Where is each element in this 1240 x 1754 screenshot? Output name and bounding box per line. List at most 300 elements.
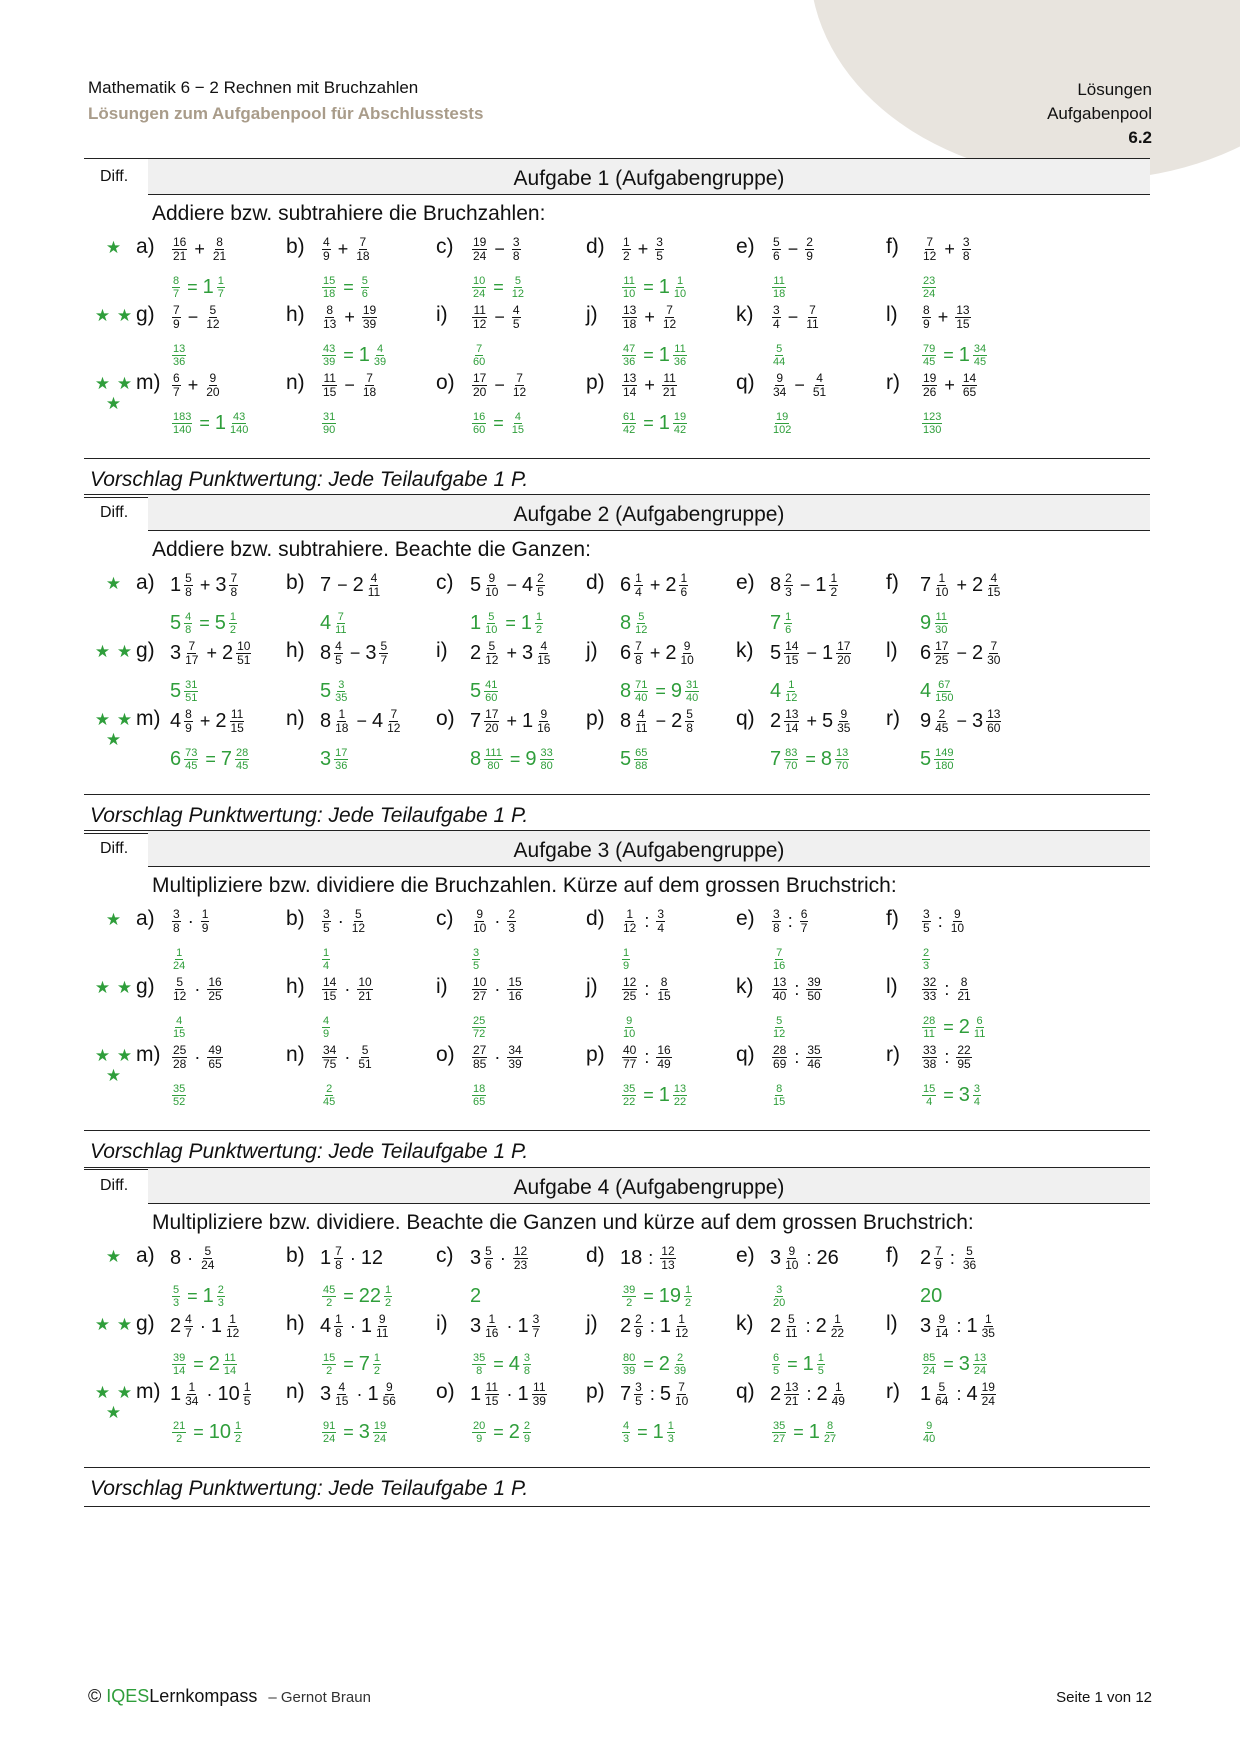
- exercise-question: [920, 568, 1003, 602]
- fraction: $\frac{3}{4}$: [973, 1082, 981, 1108]
- fraction: $\frac{4}{5}$: [335, 638, 342, 667]
- exercise-answer: [770, 606, 794, 640]
- exercise-item: [736, 232, 904, 308]
- whole-number: 2: [671, 709, 683, 732]
- exercise-label: l): [886, 1312, 898, 1335]
- operator: ·: [194, 978, 201, 999]
- exercise-answer: [620, 1078, 689, 1112]
- task-1: [84, 158, 1150, 498]
- whole-number: 5: [770, 641, 782, 664]
- exercise-answer: [470, 1010, 488, 1044]
- exercise-label: l): [886, 975, 898, 998]
- operator: ·: [206, 1383, 213, 1404]
- exercise-question: [920, 1241, 979, 1275]
- fraction: $\frac{3}{8}$: [512, 234, 520, 263]
- exercise-item: [886, 232, 1054, 308]
- exercise-question: [170, 704, 247, 738]
- whole-number: 5: [170, 679, 182, 702]
- whole-number: 2: [920, 1246, 932, 1269]
- exercise-answer: [770, 1415, 839, 1449]
- exercise-question: [920, 232, 973, 266]
- exercise-answer: [920, 1279, 943, 1313]
- operator: ·: [494, 1046, 501, 1067]
- whole-number: 8: [620, 611, 632, 634]
- exercise-answer: [770, 674, 800, 708]
- exercise-label: c): [436, 907, 454, 930]
- exercise-item: [886, 1377, 1054, 1453]
- exercise-answer: [470, 1347, 533, 1381]
- whole-number: 5: [620, 747, 632, 770]
- fraction: $\frac{7}{8}$: [230, 570, 238, 599]
- fraction: $\frac{3}{20}$: [773, 1283, 786, 1309]
- operator: :: [806, 1247, 812, 1268]
- exercise-question: [170, 636, 253, 670]
- exercise-label: h): [286, 639, 305, 662]
- difficulty-row: [84, 704, 1150, 780]
- exercise-item: [886, 704, 1054, 780]
- exercise-label: k): [736, 1312, 754, 1335]
- fraction: $\frac{13}{21}$: [785, 1379, 799, 1408]
- exercise-answer: [770, 1078, 788, 1112]
- exercise-item: [736, 904, 904, 980]
- whole-number: 6: [920, 641, 932, 664]
- exercise-item: [886, 636, 1054, 712]
- fraction: $\frac{123}{130}$: [923, 410, 942, 436]
- exercise-question: [170, 1241, 217, 1275]
- operator: +: [644, 374, 655, 395]
- whole-number: 3: [470, 1314, 482, 1337]
- whole-number: 8: [620, 679, 632, 702]
- fraction: $\frac{28}{45}$: [236, 746, 249, 772]
- exercise-answer: [170, 1078, 188, 1112]
- fraction: $\frac{5}{10}$: [485, 610, 498, 636]
- exercise-label: b): [286, 1244, 305, 1267]
- exercise-label: q): [736, 707, 755, 730]
- page-footer: [88, 1686, 1152, 1714]
- exercise-answer: [170, 1415, 244, 1449]
- exercise-item: [886, 568, 1054, 644]
- brand-iqes: IQES: [106, 1686, 150, 1706]
- whole-number: 1: [822, 641, 834, 664]
- fraction: $\frac{43}{140}$: [230, 410, 249, 436]
- exercise-answer: [620, 606, 650, 640]
- fraction: $\frac{71}{40}$: [635, 678, 648, 704]
- fraction: $\frac{1}{22}$: [830, 1311, 845, 1340]
- fraction: $\frac{5}{8}$: [686, 706, 693, 735]
- exercise-answer: [620, 1347, 689, 1381]
- whole-number: 1: [202, 275, 214, 298]
- whole-number: 1: [815, 573, 827, 596]
- exercise-answer: [170, 338, 188, 372]
- operator: −: [494, 374, 505, 395]
- fraction: $\frac{22}{95}$: [957, 1042, 971, 1071]
- exercise-item: [136, 232, 304, 308]
- operator: −: [494, 306, 505, 327]
- whole-number: 1: [517, 1314, 529, 1337]
- fraction: $\frac{31}{90}$: [323, 410, 336, 436]
- fraction: $\frac{34}{45}$: [973, 342, 987, 368]
- exercise-label: k): [736, 639, 754, 662]
- operator: :: [805, 1315, 811, 1336]
- whole-number: 6: [620, 573, 632, 596]
- fraction: $\frac{5}{36}$: [962, 1243, 977, 1272]
- exercise-label: o): [436, 707, 455, 730]
- difficulty-stars: ★: [105, 1247, 123, 1266]
- operator: +: [649, 574, 661, 595]
- fraction: $\frac{12}{23}$: [513, 1243, 528, 1272]
- task-title: Aufgabe 3 (Aufgabengruppe): [148, 831, 1150, 867]
- operator: =: [943, 1353, 954, 1374]
- whole-number: 3: [320, 747, 332, 770]
- fraction: $\frac{35}{27}$: [773, 1419, 786, 1445]
- operator: =: [343, 1421, 354, 1442]
- document-subtitle: Lösungen zum Aufgabenpool für Abschlusstests: [88, 104, 484, 123]
- fraction: $\frac{1}{12}$: [785, 678, 798, 704]
- fraction: $\frac{19}{26}$: [923, 370, 937, 399]
- difficulty-label: Diff.: [100, 504, 129, 521]
- whole-number: 9: [525, 747, 537, 770]
- operator: −: [956, 642, 967, 663]
- fraction: $\frac{20}{9}$: [473, 1419, 486, 1445]
- task-header: [84, 1167, 1150, 1203]
- task-title: Aufgabe 4 (Aufgabengruppe): [148, 1168, 1150, 1204]
- fraction: $\frac{7}{18}$: [356, 234, 370, 263]
- fraction: $\frac{2}{9}$: [523, 1419, 531, 1445]
- operator: ·: [356, 1383, 363, 1404]
- fraction: $\frac{2}{5}$: [537, 570, 544, 599]
- operator: −: [356, 710, 367, 731]
- whole-number: 2: [215, 709, 227, 732]
- fraction: $\frac{73}{45}$: [185, 746, 198, 772]
- exercise-item: [586, 1241, 754, 1317]
- exercise-question: [620, 636, 697, 670]
- exercise-question: [620, 1040, 674, 1074]
- exercise-label: m): [136, 707, 161, 730]
- fraction: $\frac{10}{21}$: [358, 974, 372, 1003]
- fraction: $\frac{13}{15}$: [956, 302, 970, 331]
- exercise-item: [286, 704, 454, 780]
- operator: :: [787, 910, 793, 931]
- whole-number: 4: [508, 1352, 520, 1375]
- whole-number: 8: [820, 747, 833, 770]
- task-instruction: Multipliziere bzw. dividiere. Beachte die Ganzen und kürze auf dem grossen Bruchstrich:: [152, 1211, 974, 1234]
- fraction: $\frac{1}{3}$: [667, 1419, 674, 1445]
- exercise-question: [320, 904, 368, 938]
- operator: +: [206, 642, 217, 663]
- fraction: $\frac{6}{5}$: [773, 1351, 780, 1377]
- fraction: $\frac{8}{9}$: [185, 706, 192, 735]
- whole-number: 2: [658, 1352, 670, 1375]
- operator: :: [794, 1046, 800, 1067]
- exercise-label: n): [286, 1043, 305, 1066]
- exercise-question: [320, 568, 383, 602]
- exercise-item: [286, 904, 454, 980]
- exercise-item: [736, 636, 904, 712]
- exercise-answer: [470, 338, 488, 372]
- exercise-question: [770, 1309, 847, 1343]
- whole-number: 10: [217, 1382, 240, 1405]
- fraction: $\frac{21}{2}$: [173, 1419, 186, 1445]
- exercise-item: [586, 1377, 754, 1453]
- exercise-question: [620, 232, 666, 266]
- whole-number: 7: [220, 747, 233, 770]
- fraction: $\frac{7}{8}$: [335, 1243, 342, 1272]
- fraction: $\frac{35}{22}$: [623, 1082, 636, 1108]
- fraction: $\frac{11}{15}$: [323, 370, 337, 399]
- exercise-question: [770, 636, 853, 670]
- exercise-label: p): [586, 371, 605, 394]
- difficulty-stars: ★: [105, 574, 123, 593]
- exercise-item: [886, 1309, 1054, 1385]
- exercise-item: [436, 568, 604, 644]
- fraction: $\frac{3}{5}$: [656, 234, 663, 263]
- difficulty-stars: ★ ★: [94, 1315, 134, 1334]
- exercise-label: j): [586, 975, 598, 998]
- document-header: [88, 78, 483, 124]
- exercise-label: a): [136, 1244, 155, 1267]
- exercise-answer: [920, 1078, 983, 1112]
- fraction: $\frac{10}{51}$: [237, 638, 251, 667]
- whole-number: 2: [770, 1314, 782, 1337]
- whole-number: 4: [966, 1382, 978, 1405]
- exercise-question: [620, 904, 667, 938]
- whole-number: 3: [215, 573, 227, 596]
- exercise-label: n): [286, 707, 305, 730]
- operator: :: [937, 910, 943, 931]
- operator: :: [649, 1383, 655, 1404]
- exercise-label: r): [886, 1380, 900, 1403]
- task-4: [84, 1167, 1150, 1507]
- fraction: $\frac{17}{25}$: [935, 638, 949, 667]
- operator: :: [644, 978, 650, 999]
- whole-number: 4: [170, 709, 182, 732]
- exercise-item: [436, 972, 604, 1048]
- exercise-label: q): [736, 371, 755, 394]
- exercise-label: o): [436, 1380, 455, 1403]
- operator: −: [344, 374, 355, 395]
- fraction: $\frac{3}{5}$: [323, 906, 330, 935]
- exercise-question: [470, 704, 553, 738]
- whole-number: 6: [620, 641, 632, 664]
- exercise-question: [470, 1241, 530, 1275]
- operator: =: [793, 1421, 804, 1442]
- operator: ·: [349, 1315, 356, 1336]
- task-instruction: Multipliziere bzw. dividiere die Bruchzahlen. Kürze auf dem grossen Bruchstrich:: [152, 874, 897, 897]
- fraction: $\frac{9}{56}$: [382, 1379, 396, 1408]
- whole-number: 4: [372, 709, 384, 732]
- fraction: $\frac{5}{64}$: [935, 1379, 949, 1408]
- exercise-item: [436, 1040, 604, 1116]
- exercise-label: j): [586, 1312, 598, 1335]
- fraction: $\frac{4}{15}$: [511, 410, 525, 436]
- fraction: $\frac{5}{8}$: [185, 570, 192, 599]
- exercise-item: [586, 232, 754, 308]
- fraction: $\frac{3}{8}$: [962, 234, 970, 263]
- exercise-question: [320, 1309, 391, 1343]
- exercise-label: a): [136, 907, 155, 930]
- fraction: $\frac{9}{40}$: [923, 1419, 936, 1445]
- exercise-question: [470, 1309, 542, 1343]
- exercise-item: [286, 1241, 454, 1317]
- exercise-answer: [320, 1078, 338, 1112]
- fraction: $\frac{2}{3}$: [923, 946, 930, 972]
- fraction: $\frac{83}{70}$: [785, 746, 798, 772]
- fraction: $\frac{7}{8}$: [635, 638, 642, 667]
- operator: +: [194, 238, 205, 259]
- fraction: $\frac{4}{15}$: [987, 570, 1001, 599]
- operator: =: [205, 748, 216, 769]
- fraction: $\frac{10}{24}$: [473, 274, 486, 300]
- exercise-answer: [470, 742, 556, 776]
- operator: =: [655, 680, 666, 701]
- fraction: $\frac{11}{15}$: [485, 1379, 499, 1408]
- task-title: Aufgabe 2 (Aufgabengruppe): [148, 495, 1150, 531]
- exercise-item: [286, 1377, 454, 1453]
- exercise-item: [736, 704, 904, 780]
- exercise-item: [586, 972, 754, 1048]
- fraction: $\frac{31}{40}$: [686, 678, 699, 704]
- exercise-answer: [620, 1415, 677, 1449]
- operator: :: [644, 1046, 650, 1067]
- fraction: $\frac{4}{5}$: [512, 302, 520, 331]
- exercise-answer: [620, 338, 689, 372]
- fraction: $\frac{14}{65}$: [962, 370, 977, 399]
- fraction: $\frac{1}{5}$: [817, 1351, 824, 1377]
- fraction: $\frac{3}{4}$: [657, 906, 665, 935]
- operator: =: [805, 748, 816, 769]
- exercise-item: [286, 300, 454, 376]
- exercise-question: [620, 300, 679, 334]
- exercise-answer: [320, 270, 371, 304]
- exercise-label: b): [286, 235, 305, 258]
- fraction: $\frac{6}{7}$: [800, 906, 808, 935]
- exercise-question: [770, 1377, 848, 1411]
- operator: −: [787, 238, 799, 259]
- fraction: $\frac{4}{51}$: [812, 370, 827, 399]
- operator: +: [337, 238, 349, 259]
- exercise-question: [470, 568, 547, 602]
- exercise-answer: [170, 942, 188, 976]
- exercise-answer: [320, 1347, 383, 1381]
- page-number: Seite 1 von 12: [1056, 1689, 1152, 1706]
- operator: +: [506, 642, 517, 663]
- fraction: $\frac{1}{5}$: [243, 1379, 251, 1408]
- corner-decoration: [810, 0, 1240, 180]
- fraction: $\frac{39}{50}$: [807, 974, 821, 1003]
- whole-number: 3: [170, 641, 182, 664]
- whole-number: 7: [770, 747, 782, 770]
- fraction: $\frac{8}{9}$: [923, 302, 930, 331]
- exercise-label: a): [136, 571, 155, 594]
- exercise-label: r): [886, 1043, 900, 1066]
- operator: −: [506, 574, 517, 595]
- exercise-label: e): [736, 235, 755, 258]
- whole-number: 1: [658, 275, 670, 298]
- fraction: $\frac{14}{15}$: [323, 974, 337, 1003]
- exercise-item: [136, 368, 304, 444]
- whole-number: 1: [520, 611, 533, 634]
- exercise-answer: [620, 1279, 694, 1313]
- fraction: $\frac{1}{9}$: [201, 906, 209, 935]
- fraction: $\frac{2}{9}$: [635, 1311, 642, 1340]
- exercise-item: [736, 368, 904, 444]
- operator: ·: [199, 1315, 206, 1336]
- difficulty-row: [84, 1040, 1150, 1116]
- fraction: $\frac{2}{39}$: [673, 1351, 687, 1377]
- exercise-question: [170, 1040, 225, 1074]
- fraction: $\frac{9}{16}$: [537, 706, 551, 735]
- difficulty-row: [84, 1241, 1150, 1317]
- fraction: $\frac{8}{15}$: [657, 974, 671, 1003]
- whole-number: 1: [808, 1420, 820, 1443]
- exercise-answer: [320, 942, 332, 976]
- operator: =: [643, 276, 654, 297]
- difficulty-row: [84, 1377, 1150, 1453]
- exercise-question: [770, 1040, 824, 1074]
- whole-number: 1: [658, 1083, 670, 1106]
- exercise-answer: [620, 742, 650, 776]
- exercise-item: [286, 1040, 454, 1116]
- fraction: $\frac{7}{12}$: [387, 706, 401, 735]
- operator: ·: [499, 1247, 506, 1268]
- fraction: $\frac{34}{39}$: [508, 1042, 522, 1071]
- exercise-item: [586, 704, 754, 780]
- fraction: $\frac{1}{2}$: [229, 610, 237, 636]
- fraction: $\frac{13}{14}$: [785, 706, 799, 735]
- whole-number: 2: [770, 1382, 782, 1405]
- task-2: [84, 494, 1150, 834]
- fraction: $\frac{4}{9}$: [323, 234, 330, 263]
- exercise-label: j): [586, 639, 598, 662]
- exercise-label: n): [286, 1380, 305, 1403]
- whole-number: 19: [658, 1284, 682, 1307]
- fraction: $\frac{5}{24}$: [201, 1243, 215, 1272]
- exercise-label: o): [436, 1043, 455, 1066]
- operator: ·: [494, 978, 501, 999]
- exercise-item: [436, 904, 604, 980]
- exercise-label: o): [436, 371, 455, 394]
- exercise-question: [170, 568, 240, 602]
- operator: =: [193, 1353, 204, 1374]
- exercise-label: p): [586, 1043, 605, 1066]
- whole-number: 2: [508, 1420, 520, 1443]
- fraction: $\frac{5}{51}$: [358, 1042, 372, 1071]
- whole-number: 4: [770, 679, 782, 702]
- operator: ·: [344, 1046, 351, 1067]
- operator: =: [193, 1421, 204, 1442]
- header-pool: Aufgabenpool: [1047, 104, 1152, 123]
- whole-number: 3: [365, 641, 377, 664]
- fraction: $\frac{31}{51}$: [185, 678, 198, 704]
- exercise-label: d): [586, 235, 605, 258]
- exercise-question: [920, 1040, 974, 1074]
- exercise-answer: [170, 674, 200, 708]
- fraction: $\frac{5}{6}$: [485, 1243, 492, 1272]
- operator: :: [649, 1315, 655, 1336]
- exercise-label: g): [136, 303, 155, 326]
- operator: :: [644, 910, 650, 931]
- exercise-label: i): [436, 639, 448, 662]
- whole-number: 8: [770, 573, 782, 596]
- exercise-question: [170, 1309, 242, 1343]
- difficulty-stars: ★ ★: [94, 642, 134, 661]
- difficulty-stars: ★: [105, 238, 123, 257]
- exercise-label: l): [886, 639, 898, 662]
- exercise-label: g): [136, 639, 155, 662]
- fraction: $\frac{3}{8}$: [523, 1351, 531, 1377]
- exercise-label: c): [436, 235, 454, 258]
- whole-number: 1: [802, 1352, 814, 1375]
